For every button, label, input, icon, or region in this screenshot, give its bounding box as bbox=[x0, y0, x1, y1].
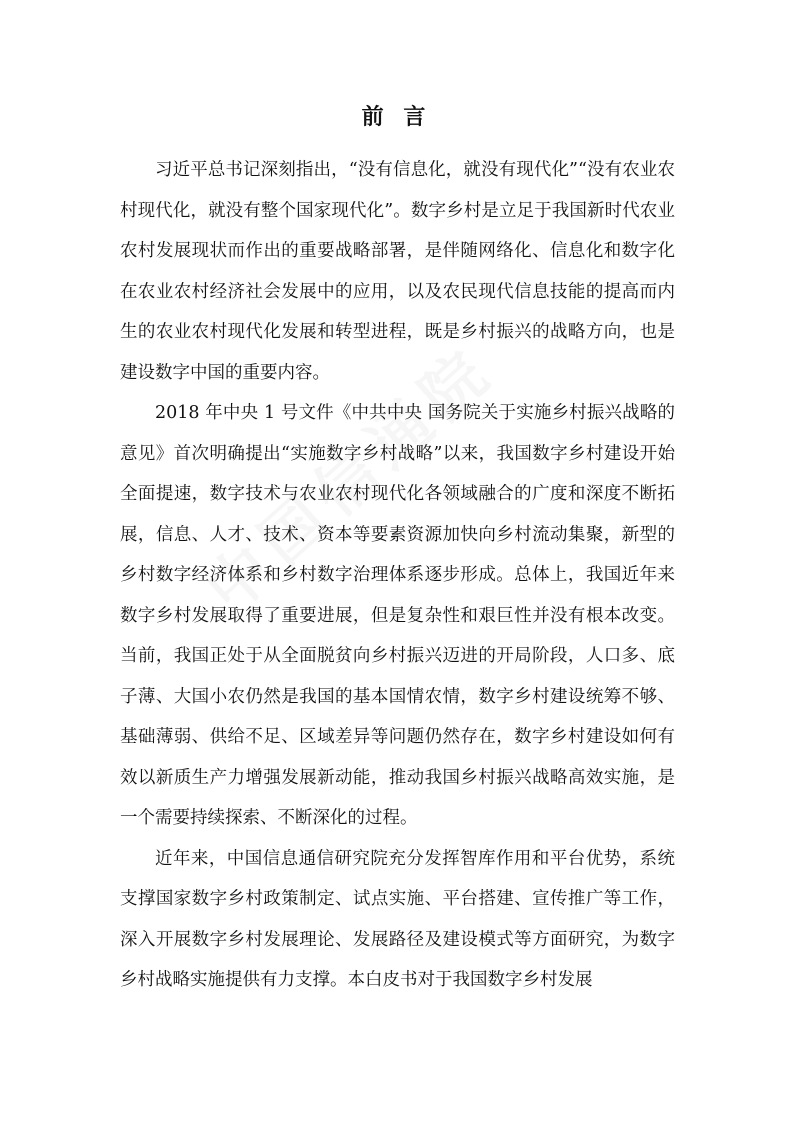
page-title: 前 言 bbox=[361, 105, 432, 130]
paragraph-1: 习近平总书记深刻指出，“没有信息化，就没有现代化”“没有农业农村现代化，就没有整个国家现代化”。数字乡村是立足于我国新时代农业农村发展现状而作出的重要战略部署，是伴随网络化、信息化和数字化在农业农村经济社会发展中的应用，以及农民现代信息技能的提高而内生的农业农村现代化发展和转型进程，既是乡村振兴的战略方向，也是建设数字中国的重要内容。 bbox=[120, 160, 675, 383]
document-body bbox=[120, 150, 675, 1001]
paragraph-2: 2018 年中央 1 号文件《中共中央 国务院关于实施乡村振兴战略的意见》首次明确提出“实施数字乡村战略”以来，我国数字乡村建设开始全面提速，数字技术与农业农村现代化各领域融合的广度和深度不断拓展，信息、人才、技术、资本等要素资源加快向乡村流动集聚，新型的乡村数字经济体系和乡村数字治理体系逐步形成。总体上，我国近年来数字乡村发展取得了重要进展，但是复杂性和艰巨性并没有根本改变。当前，我国正处于从全面脱贫向乡村振兴迈进的开局阶段，人口多、底子薄、大国小农仍然是我国的基本国情农情，数字乡村建设统筹不够、基础薄弱、供给不足、区域差异等问题仍然存在，数字乡村建设如何有效以新质生产力增强发展新动能，推动我国乡村振兴战略高效实施，是一个需要持续探索、不断深化的过程。 bbox=[120, 403, 675, 828]
paragraph-3: 近年来，中国信息通信研究院充分发挥智库作用和平台优势，系统支撑国家数字乡村政策制定、试点实施、平台搭建、宣传推广等工作，深入开展数字乡村发展理论、发展路径及建设模式等方面研究，为数字乡村战略实施提供有力支撑。本白皮书对于我国数字乡村发展 bbox=[120, 848, 675, 990]
